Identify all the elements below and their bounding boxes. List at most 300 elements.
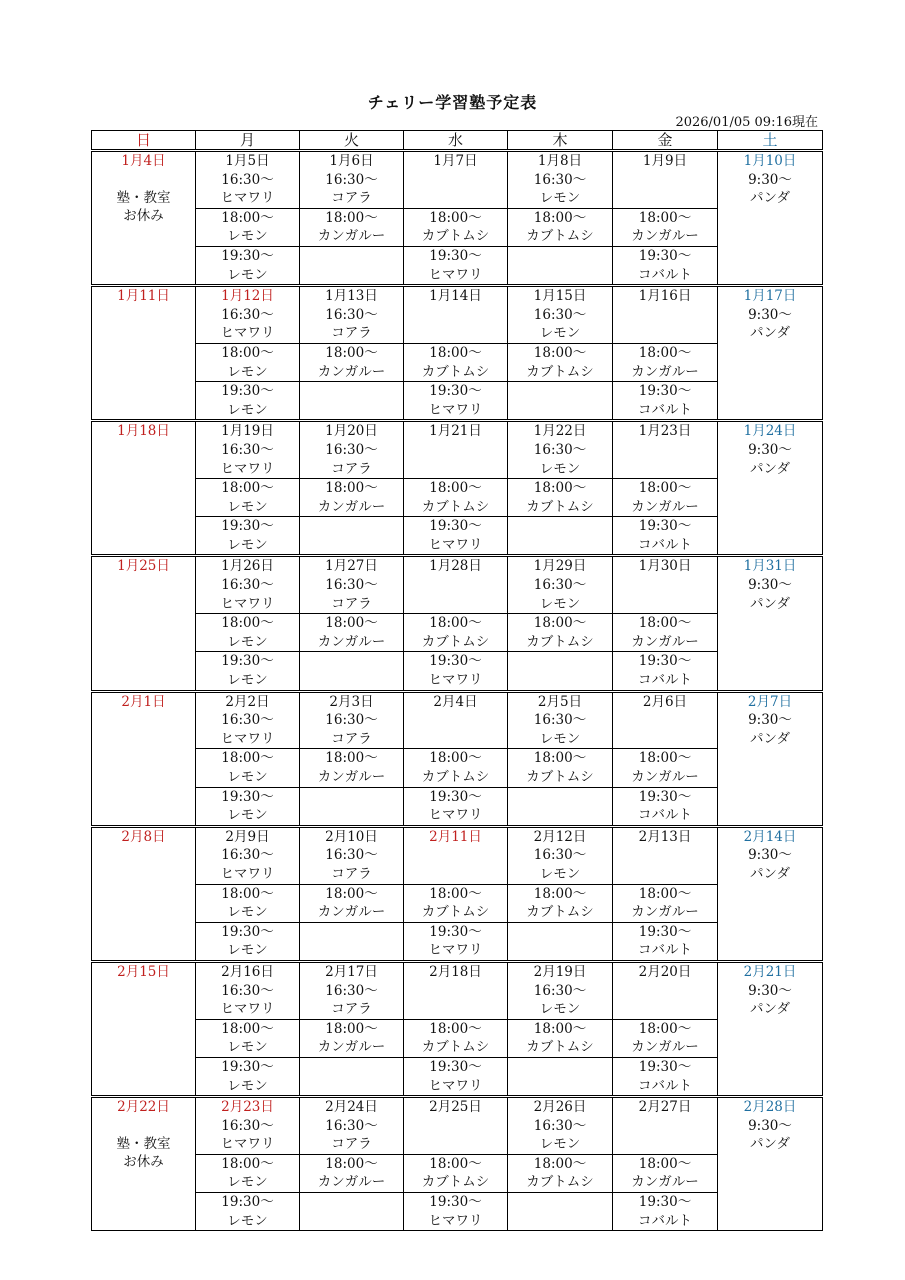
class-time: 18:00〜 xyxy=(325,1155,378,1172)
class-name: レモン xyxy=(539,1001,581,1018)
class-name: パンダ xyxy=(750,190,790,207)
class-name xyxy=(404,730,507,749)
slot-1800-mon xyxy=(196,343,300,381)
slot-1800-thu xyxy=(508,749,613,787)
slot-1800-thu xyxy=(508,343,613,381)
date-label: 2月16日 xyxy=(221,963,274,980)
page-title: チェリー学習塾予定表 xyxy=(367,93,538,112)
slot-1800-fri xyxy=(613,1154,718,1192)
date-label: 1月6日 xyxy=(329,153,374,169)
day-cell-fri xyxy=(613,1097,718,1155)
day-cell-thu xyxy=(508,286,613,344)
class-name xyxy=(508,1212,612,1231)
slot-1800-mon xyxy=(196,208,300,246)
slot-1800-thu xyxy=(508,1154,613,1192)
week-row-slot2 xyxy=(92,1019,823,1057)
class-time: 18:00〜 xyxy=(638,750,692,767)
class-time: 19:30〜 xyxy=(429,247,482,264)
class-time: 19:30〜 xyxy=(638,247,692,264)
day-cell-wed xyxy=(404,556,508,614)
week-row-slot2 xyxy=(92,749,823,787)
class-time: 19:30〜 xyxy=(221,1194,274,1211)
class-time: 16:30〜 xyxy=(325,1117,378,1134)
class-name: コアラ xyxy=(331,325,372,342)
date-label: 2月4日 xyxy=(433,693,478,710)
slot-1930-wed xyxy=(404,246,508,285)
class-name xyxy=(404,1000,507,1019)
class-time xyxy=(613,576,717,595)
class-name xyxy=(613,1000,717,1019)
class-time: 18:00〜 xyxy=(221,480,274,497)
date-label: 1月25日 xyxy=(117,558,170,575)
class-time: 19:30〜 xyxy=(638,653,692,670)
date-label: 2月20日 xyxy=(638,963,692,980)
class-time: 16:30〜 xyxy=(533,577,587,594)
date-label: 2月6日 xyxy=(642,693,688,710)
slot-1930-mon xyxy=(196,652,300,691)
class-name xyxy=(508,671,612,690)
class-time xyxy=(613,306,717,325)
date-label: 1月4日 xyxy=(121,153,166,169)
class-time: 16:30〜 xyxy=(221,1117,274,1134)
class-name: カンガルー xyxy=(631,228,699,245)
class-name xyxy=(508,266,612,285)
date-label: 2月24日 xyxy=(325,1099,378,1116)
class-time xyxy=(404,306,507,325)
date-label: 2月17日 xyxy=(325,963,378,980)
date-label: 1月17日 xyxy=(743,288,797,305)
class-time: 9:30〜 xyxy=(748,441,792,458)
class-time: 19:30〜 xyxy=(638,923,692,940)
class-name: コバルト xyxy=(638,942,692,959)
date-label: 1月21日 xyxy=(429,423,482,440)
class-name xyxy=(300,1212,403,1231)
class-time: 18:00〜 xyxy=(533,344,587,361)
weekday-header-wed: 水 xyxy=(404,131,508,151)
class-time xyxy=(613,441,717,460)
class-name: レモン xyxy=(227,942,268,959)
class-name: カブトムシ xyxy=(421,1174,490,1191)
date-label: 1月15日 xyxy=(533,288,587,305)
sunday-cell xyxy=(92,826,196,961)
slot-1930-mon xyxy=(196,246,300,285)
class-time: 19:30〜 xyxy=(221,518,274,535)
slot-1930-fri xyxy=(613,1057,718,1096)
class-time: 9:30〜 xyxy=(748,171,792,188)
class-name: カンガルー xyxy=(317,498,386,515)
class-time: 18:00〜 xyxy=(221,1155,274,1172)
class-name: コバルト xyxy=(638,1212,692,1229)
slot-1930-tue xyxy=(300,517,404,556)
class-time: 18:00〜 xyxy=(533,1155,587,1172)
week-row-slot3 xyxy=(92,1193,823,1231)
date-label: 2月19日 xyxy=(533,963,587,980)
date-label: 1月27日 xyxy=(325,558,378,575)
week-row-slot2 xyxy=(92,479,823,517)
class-time: 18:00〜 xyxy=(221,750,274,767)
slot-1930-mon xyxy=(196,1057,300,1096)
weekday-header-row xyxy=(92,131,823,151)
class-name: レモン xyxy=(227,1174,268,1191)
class-time: 16:30〜 xyxy=(533,171,587,188)
closed-note xyxy=(92,1135,195,1172)
slot-1800-mon xyxy=(196,1019,300,1057)
class-time xyxy=(404,171,507,190)
slot-1930-tue xyxy=(300,787,404,826)
class-name: コアラ xyxy=(331,595,372,612)
class-time: 16:30〜 xyxy=(221,306,274,323)
day-cell-mon xyxy=(196,151,300,209)
day-cell-thu xyxy=(508,151,613,209)
class-time: 16:30〜 xyxy=(533,982,587,999)
class-name: レモン xyxy=(227,536,268,553)
class-time xyxy=(300,923,403,942)
class-name xyxy=(613,189,717,208)
slot-1800-tue xyxy=(300,884,404,922)
class-time xyxy=(508,788,612,807)
class-name xyxy=(404,189,507,208)
class-time: 18:00〜 xyxy=(533,1020,587,1037)
sunday-cell xyxy=(92,691,196,826)
class-name: パンダ xyxy=(750,1001,790,1018)
class-name xyxy=(613,865,717,884)
class-name: カンガルー xyxy=(317,633,386,650)
week-row-slot2 xyxy=(92,343,823,381)
date-label: 1月30日 xyxy=(638,558,692,575)
slot-1800-tue xyxy=(300,1019,404,1057)
date-label: 1月19日 xyxy=(221,423,274,440)
class-name: ヒマワリ xyxy=(428,1077,483,1094)
class-name: レモン xyxy=(227,1039,268,1056)
class-time xyxy=(508,1058,612,1077)
class-time: 19:30〜 xyxy=(429,1058,482,1075)
class-name xyxy=(300,671,403,690)
class-time: 16:30〜 xyxy=(533,441,587,458)
slot-1930-fri xyxy=(613,246,718,285)
slot-1930-fri xyxy=(613,1193,718,1231)
sunday-cell xyxy=(92,151,196,286)
day-cell-fri xyxy=(613,826,718,884)
sunday-cell xyxy=(92,421,196,556)
class-time: 16:30〜 xyxy=(221,441,274,458)
class-time: 18:00〜 xyxy=(533,209,587,226)
class-time: 16:30〜 xyxy=(221,847,274,864)
class-name: ヒマワリ xyxy=(220,595,275,612)
class-name: カンガルー xyxy=(631,904,699,921)
class-time: 16:30〜 xyxy=(533,712,587,729)
class-name: ヒマワリ xyxy=(428,807,483,824)
class-name: ヒマワリ xyxy=(428,401,483,418)
slot-1930-thu xyxy=(508,652,613,691)
class-name: レモン xyxy=(227,363,268,380)
class-name: コバルト xyxy=(638,672,692,689)
class-time xyxy=(404,982,507,1001)
class-time: 18:00〜 xyxy=(221,885,274,902)
class-time xyxy=(404,1117,507,1136)
class-name: コアラ xyxy=(331,1001,372,1018)
day-cell-thu xyxy=(508,691,613,749)
class-time: 18:00〜 xyxy=(533,885,587,902)
class-name: レモン xyxy=(227,769,268,785)
slot-1800-mon xyxy=(196,749,300,787)
class-name xyxy=(508,536,612,555)
class-time: 18:00〜 xyxy=(325,209,378,226)
slot-1930-wed xyxy=(404,382,508,421)
class-time: 19:30〜 xyxy=(221,788,274,805)
class-time xyxy=(508,1193,612,1212)
class-name: カンガルー xyxy=(317,769,386,785)
date-label: 2月5日 xyxy=(537,693,583,710)
class-name xyxy=(300,536,403,555)
slot-1930-thu xyxy=(508,922,613,961)
class-name: レモン xyxy=(227,904,268,921)
day-cell-tue xyxy=(300,961,404,1019)
class-time: 16:30〜 xyxy=(325,712,378,729)
class-time: 16:30〜 xyxy=(325,847,378,864)
slot-1930-tue xyxy=(300,1057,404,1096)
class-time: 18:00〜 xyxy=(325,885,378,902)
class-name: カンガルー xyxy=(631,769,699,785)
class-time xyxy=(300,382,403,401)
class-time: 18:00〜 xyxy=(325,1020,378,1037)
class-time xyxy=(508,382,612,401)
slot-1800-tue xyxy=(300,614,404,652)
class-time xyxy=(613,982,717,1001)
date-label: 1月26日 xyxy=(221,558,274,575)
slot-1800-mon xyxy=(196,1154,300,1192)
schedule-table xyxy=(91,130,823,1231)
class-name xyxy=(508,806,612,825)
slot-1800-wed xyxy=(404,884,508,922)
date-label: 2月26日 xyxy=(533,1099,587,1116)
class-name: コアラ xyxy=(331,190,372,207)
date-label: 1月31日 xyxy=(743,558,797,575)
day-cell-wed xyxy=(404,961,508,1019)
slot-1800-thu xyxy=(508,1019,613,1057)
class-name: カンガルー xyxy=(631,498,699,515)
class-name: カブトムシ xyxy=(421,769,490,785)
class-name: カブトムシ xyxy=(421,1039,490,1056)
day-cell-tue xyxy=(300,556,404,614)
week-row xyxy=(92,286,823,344)
class-time xyxy=(508,517,612,536)
weeks-body xyxy=(92,151,823,1231)
class-name: レモン xyxy=(227,633,268,650)
class-name: コアラ xyxy=(331,460,372,477)
day-cell-fri xyxy=(613,151,718,209)
class-time: 19:30〜 xyxy=(638,788,692,805)
day-cell-fri xyxy=(613,961,718,1019)
class-name xyxy=(404,324,507,343)
class-time: 19:30〜 xyxy=(221,923,274,940)
class-name: ヒマワリ xyxy=(428,536,483,553)
class-name: コアラ xyxy=(331,730,372,747)
closed-note-line: 塾・教室 xyxy=(116,1135,171,1152)
class-time xyxy=(613,846,717,865)
slot-1930-mon xyxy=(196,517,300,556)
slot-1800-thu xyxy=(508,614,613,652)
class-name: カブトムシ xyxy=(526,904,594,921)
slot-1930-tue xyxy=(300,246,404,285)
class-name: パンダ xyxy=(750,460,790,477)
slot-1930-wed xyxy=(404,787,508,826)
class-name: レモン xyxy=(539,1136,581,1153)
slot-1800-wed xyxy=(404,479,508,517)
date-label: 1月12日 xyxy=(221,288,274,305)
class-name: ヒマワリ xyxy=(428,672,483,689)
slot-1800-wed xyxy=(404,343,508,381)
class-time: 18:00〜 xyxy=(221,209,274,226)
class-time: 16:30〜 xyxy=(533,1117,587,1134)
class-time: 19:30〜 xyxy=(638,518,692,535)
class-time: 19:30〜 xyxy=(638,1058,692,1075)
class-name: コバルト xyxy=(638,1077,692,1094)
class-time: 18:00〜 xyxy=(325,480,378,497)
closed-note-line: お休み xyxy=(123,208,164,225)
class-time: 18:00〜 xyxy=(221,615,274,632)
timestamp: 2026/01/05 09:16現在 xyxy=(675,115,818,130)
class-name: コバルト xyxy=(638,536,692,553)
class-name: コバルト xyxy=(638,401,692,418)
closed-note-line: 塾・教室 xyxy=(116,189,171,206)
class-time: 18:00〜 xyxy=(429,750,482,767)
slot-1800-tue xyxy=(300,749,404,787)
day-cell-thu xyxy=(508,556,613,614)
class-time xyxy=(300,517,403,536)
class-time: 19:30〜 xyxy=(221,383,274,400)
class-name: ヒマワリ xyxy=(220,190,275,207)
class-time: 18:00〜 xyxy=(533,480,587,497)
day-cell-tue xyxy=(300,691,404,749)
slot-1800-wed xyxy=(404,749,508,787)
class-time: 18:00〜 xyxy=(429,480,482,497)
class-name: カブトムシ xyxy=(526,1174,594,1191)
class-name: ヒマワリ xyxy=(428,266,483,283)
slot-1930-thu xyxy=(508,382,613,421)
class-name xyxy=(404,460,507,479)
slot-1800-wed xyxy=(404,208,508,246)
slot-1800-fri xyxy=(613,208,718,246)
slot-1930-wed xyxy=(404,652,508,691)
class-name xyxy=(300,1077,403,1096)
slot-1800-fri xyxy=(613,479,718,517)
class-name: ヒマワリ xyxy=(220,1136,275,1153)
class-name xyxy=(613,460,717,479)
class-name: レモン xyxy=(227,1077,268,1094)
date-label: 2月11日 xyxy=(429,828,482,845)
class-name: レモン xyxy=(539,595,581,612)
class-name: レモン xyxy=(227,672,268,689)
slot-1800-wed xyxy=(404,1019,508,1057)
week-row xyxy=(92,421,823,479)
slot-1930-thu xyxy=(508,787,613,826)
class-time: 18:00〜 xyxy=(638,885,692,902)
class-time: 19:30〜 xyxy=(221,1058,274,1075)
date-label: 1月13日 xyxy=(325,288,378,305)
class-name xyxy=(508,941,612,960)
date-label: 1月29日 xyxy=(533,558,587,575)
class-name: カブトムシ xyxy=(526,633,594,650)
class-name: レモン xyxy=(227,228,268,245)
class-name: カンガルー xyxy=(631,633,699,650)
slot-1800-fri xyxy=(613,614,718,652)
sunday-cell xyxy=(92,286,196,421)
day-cell-tue xyxy=(300,1097,404,1155)
day-cell-wed xyxy=(404,691,508,749)
class-name: カンガルー xyxy=(317,228,386,245)
day-cell-wed xyxy=(404,1097,508,1155)
class-time: 18:00〜 xyxy=(429,1155,482,1172)
class-name: パンダ xyxy=(750,595,790,612)
slot-1800-fri xyxy=(613,1019,718,1057)
day-cell-tue xyxy=(300,826,404,884)
day-cell-tue xyxy=(300,421,404,479)
slot-1930-wed xyxy=(404,1193,508,1231)
class-name: ヒマワリ xyxy=(220,460,275,477)
class-time: 18:00〜 xyxy=(533,750,587,767)
day-cell-fri xyxy=(613,691,718,749)
class-name: ヒマワリ xyxy=(428,1212,483,1229)
class-time xyxy=(404,576,507,595)
class-name xyxy=(300,806,403,825)
weekday-header-fri: 金 xyxy=(613,131,718,151)
class-name: パンダ xyxy=(750,865,790,882)
date-label: 1月28日 xyxy=(429,558,482,575)
slot-1800-thu xyxy=(508,208,613,246)
week-row-slot3 xyxy=(92,382,823,421)
date-label: 2月27日 xyxy=(638,1099,692,1116)
class-name xyxy=(613,730,717,749)
class-time: 18:00〜 xyxy=(638,344,692,361)
day-cell-tue xyxy=(300,286,404,344)
class-name: ヒマワリ xyxy=(220,865,275,882)
saturday-cell xyxy=(718,691,823,826)
class-time: 16:30〜 xyxy=(325,306,378,323)
class-name: パンダ xyxy=(750,1136,790,1153)
week-row xyxy=(92,961,823,1019)
closed-note xyxy=(92,189,195,226)
date-label: 1月16日 xyxy=(638,288,692,305)
day-cell-thu xyxy=(508,421,613,479)
class-time xyxy=(508,923,612,942)
day-cell-thu xyxy=(508,826,613,884)
class-time: 18:00〜 xyxy=(638,615,692,632)
slot-1930-thu xyxy=(508,517,613,556)
date-label: 2月23日 xyxy=(221,1099,274,1116)
slot-1930-mon xyxy=(196,1193,300,1231)
week-row-slot3 xyxy=(92,652,823,691)
class-time xyxy=(508,247,612,266)
day-cell-mon xyxy=(196,556,300,614)
class-time: 19:30〜 xyxy=(221,247,274,264)
slot-1930-wed xyxy=(404,517,508,556)
class-time: 18:00〜 xyxy=(429,344,482,361)
date-label: 2月1日 xyxy=(121,693,166,710)
class-time xyxy=(300,247,403,266)
class-time: 16:30〜 xyxy=(221,171,274,188)
class-name xyxy=(404,1135,507,1154)
class-name: カブトムシ xyxy=(421,498,490,515)
class-time xyxy=(300,1058,403,1077)
class-name xyxy=(300,941,403,960)
date-label: 1月5日 xyxy=(225,153,270,169)
date-label: 1月9日 xyxy=(642,153,688,169)
date-label: 1月22日 xyxy=(533,423,587,440)
class-time: 16:30〜 xyxy=(221,577,274,594)
class-time: 18:00〜 xyxy=(429,209,482,226)
slot-1930-tue xyxy=(300,382,404,421)
class-time: 19:30〜 xyxy=(638,383,692,400)
